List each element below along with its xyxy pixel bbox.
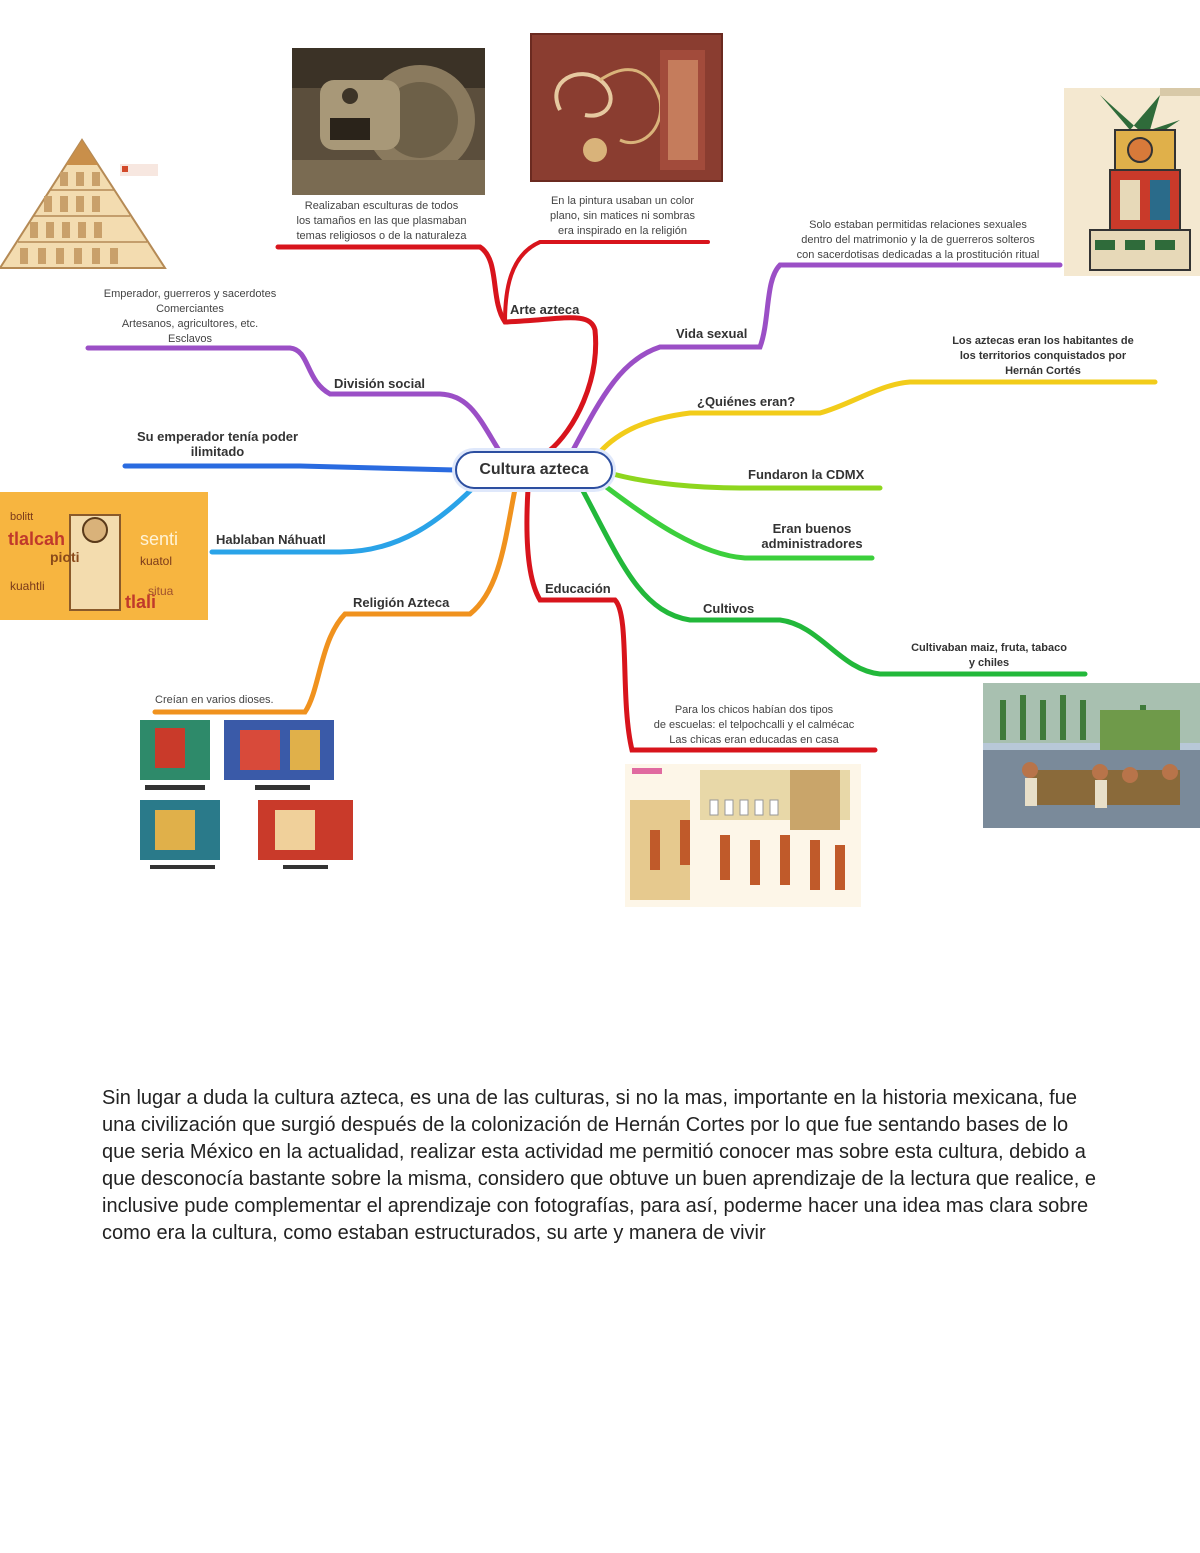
branch-line-quienes [600,382,1155,452]
central-topic[interactable]: Cultura azteca [455,451,613,489]
branch-religion-azteca[interactable]: Religión Azteca [353,595,450,610]
nahuatl-word-cloud-image [0,492,208,620]
svg-text:tlalcah: tlalcah [8,529,66,549]
note-religion: Creían en varios dioses. [155,694,274,706]
education-scene-image [625,764,861,907]
svg-text:situa: situa [148,584,174,598]
svg-text:senti: senti [140,529,179,549]
svg-text:pioti: pioti [50,549,80,565]
branch-line-religion [155,489,515,712]
chinampas-crops-image [983,683,1200,828]
note-division-social: Emperador, guerreros y sacerdotes Comerciantes Artesanos, agricultores, etc. Esclavos [103,288,277,345]
svg-text:kuahtli: kuahtli [10,579,45,593]
branch-educacion[interactable]: Educación [545,581,611,596]
branch-line-arte [278,247,596,452]
branch-hablaban-nahuatl[interactable]: Hablaban Náhuatl [216,532,326,547]
note-educacion: Para los chicos habían dos tipos de escuelas: el telpochcalli y el calmécac Las chicas eran educadas en casa [653,704,855,746]
note-quienes-eran: Los aztecas eran los habitantes de los territorios conquistados por Hernán Cortés [952,335,1134,377]
branch-arte-azteca[interactable]: Arte azteca [510,302,580,317]
note-vida-sexual: Solo estaban permitidas relaciones sexuales dentro del matrimonio y la de guerreros solteros con sacerdotisas dedicadas a la prostitución ritual [796,219,1040,261]
essay-paragraph: Sin lugar a duda la cultura azteca, es una de las culturas, si no la mas, importante en la historia mexicana, fue una civilización que surgió después de la colonización de Hernán Cortes por lo que fue sentando bases de lo que seria México en la actualidad, realizar esta actividad me permitió conocer mas sobre esta cultura, debido a que desconocía bastante sobre la misma, considero que obtuve un buen aprendizaje de la lectura que realice, e inclusive pude complementar el aprendizaje con fotografías, para así, poderme hacer una idea mas clara sobre como era la cultura, como estaban estructurados, su arte y manera de vivir [102,1087,1096,1244]
svg-text:kuatol: kuatol [140,554,173,568]
mural-painting-image [531,34,722,181]
note-cultivos: Cultivaban maiz, fruta, tabaco y chiles [911,642,1067,669]
codex-figure-image [1064,88,1200,276]
branch-quienes-eran[interactable]: ¿Quiénes eran? [697,394,796,409]
note-esculturas: Realizaban esculturas de todos los tamaños en las que plasmaban temas religiosos o de la naturaleza [296,200,467,242]
branch-vida-sexual[interactable]: Vida sexual [676,326,748,341]
branch-line-emperador [125,466,455,470]
svg-text:tlali: tlali [125,592,157,612]
social-pyramid-image [0,140,165,268]
branch-division-social[interactable]: División social [334,376,426,391]
sculpture-image [292,48,485,195]
branch-emperador[interactable]: Su emperador tenía poder ilimitado [136,429,299,459]
svg-text:bolitt: bolitt [10,511,34,523]
note-pintura: En la pintura usaban un color plano, sin matices ni sombras era inspirado en la religión [550,195,695,237]
aztec-gods-image [133,716,353,874]
branch-cultivos[interactable]: Cultivos [703,601,755,616]
branch-buenos-administradores[interactable]: Eran buenos administradores [761,521,863,551]
branch-fundaron-cdmx[interactable]: Fundaron la CDMX [748,467,865,482]
